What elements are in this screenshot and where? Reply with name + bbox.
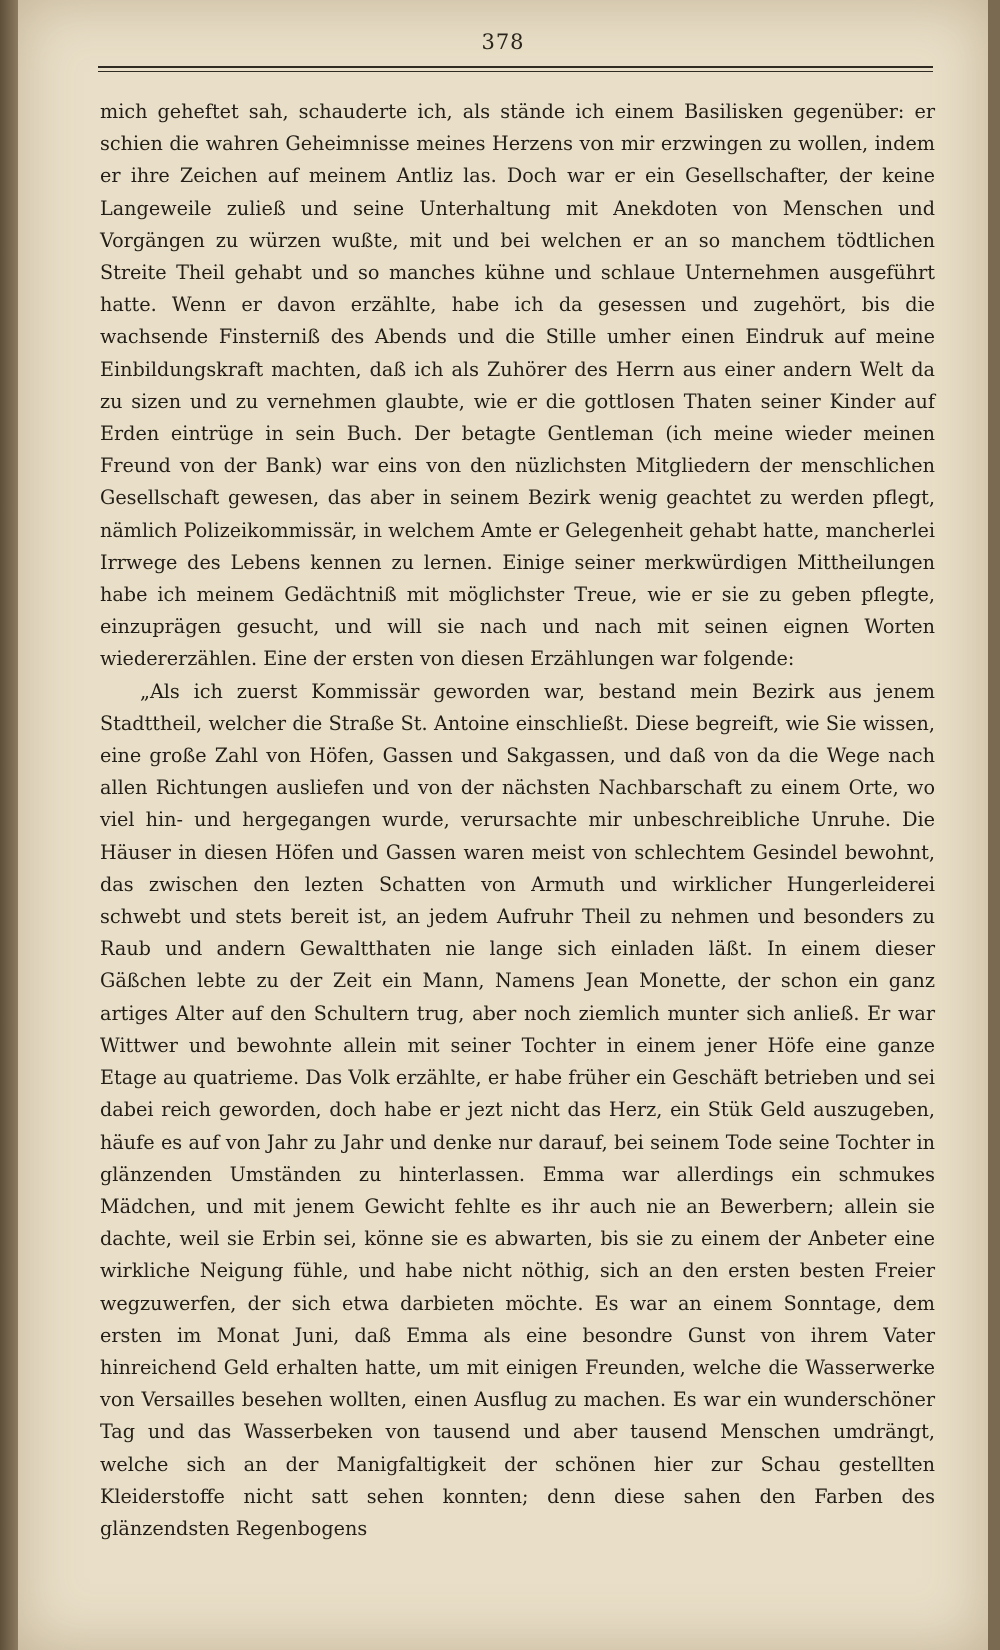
book-page [18,0,988,1650]
book-spine-shadow [0,0,18,1650]
paragraph-story-start: „Als ich zuerst Kommissär geworden war, bestand mein Bezirk aus jenem Stadttheil, welcher die Straße St. Antoine einschließt. Diese begreift, wie Sie wissen, eine große Zahl von Höfen, Gassen und Sakgassen, und daß von da die Wege nach allen Richtungen ausliefen und von der nächsten Nachbarschaft zu einem Orte, wo viel hin- und hergegangen wurde, verursachte mir unbeschreibliche Unruhe. Die Häuser in diesen Höfen und Gassen waren meist von schlechtem Gesindel bewohnt, das zwischen den lezten Schatten von Armuth und wirklicher Hungerleiderei schwebt und stets bereit ist, an jedem Aufruhr Theil zu nehmen und besonders zu Raub und andern Gewaltthaten nie lange sich einladen läßt. In einem dieser Gäßchen lebte zu der Zeit ein Mann, Namens Jean Monette, der schon ein ganz artiges Alter auf den Schultern trug, aber noch ziemlich munter sich anließ. Er war Wittwer und bewohnte allein mit seiner Tochter in einem jener Höfe eine ganze Etage au quatrieme. Das Volk erzählte, er habe früher ein Geschäft betrieben und sei dabei reich geworden, doch habe er jezt nicht das Herz, ein Stük Geld auszugeben, häufe es auf von Jahr zu Jahr und denke nur darauf, bei seinem Tode seine Tochter in glänzenden Umständen zu hinterlassen. Emma war allerdings ein schmukes Mädchen, und mit jenem Gewicht fehlte es ihr auch nie an Bewerbern; allein sie dachte, weil sie Erbin sei, könne sie es abwarten, bis sie zu einem der Anbeter eine wirkliche Neigung fühle, und habe nicht nöthig, sich an den ersten besten Freier wegzuwerfen, der sich etwa darbieten möchte. Es war an einem Sonntage, dem ersten im Monat Juni, daß Emma als eine besondre Gunst von ihrem Vater hinreichend Geld erhalten hatte, um mit einigen Freunden, welche die Wasserwerke von Versailles besehen wollten, einen Ausflug zu machen. Es war ein wunderschöner Tag und das Wasserbeken von tausend und aber tausend Menschen umdrängt, welche sich an der Manigfaltigkeit der schönen hier zur Schau gestellten Kleiderstoffe nicht satt sehen konnten; denn diese sahen den Farben des glänzendsten Regenbogens [100,679,935,1540]
body-text [100,96,935,1545]
header-rule-thin [98,71,933,72]
header-rule [98,66,933,68]
page-number: 378 [481,30,525,54]
paragraph-continued: mich geheftet sah, schauderte ich, als stände ich einem Basilisken gegenüber: er schien die wahren Geheimnisse meines Herzens von mir erzwingen zu wollen, indem er ihre Zeichen auf meinem Antliz las. Doch war er ein Gesellschafter, der keine Langeweile zuließ und seine Unterhaltung mit Anekdoten von Menschen und Vorgängen zu würzen wußte, mit und bei welchen er an so manchem tödtlichen Streite Theil gehabt und so manches kühne und schlaue Unternehmen ausgeführt hatte. Wenn er davon erzählte, habe ich da gesessen und zugehört, bis die wachsende Finsterniß des Abends und die Stille umher einen Eindruk auf meine Einbildungskraft machten, daß ich als Zuhörer des Herrn aus einer andern Welt da zu sizen und zu vernehmen glaubte, wie er die gottlosen Thaten seiner Kinder auf Erden eintrüge in sein Buch. Der betagte Gentleman (ich meine wieder meinen Freund von der Bank) war eins von den nüzlichsten Mitgliedern der menschlichen Gesellschaft gewesen, das aber in seinem Bezirk wenig geachtet zu werden pflegt, nämlich Polizeikommissär, in welchem Amte er Gelegenheit gehabt hatte, mancherlei Irrwege des Lebens kennen zu lernen. Einige seiner merkwürdigen Mittheilungen habe ich meinem Gedächtniß mit möglichster Treue, wie er sie zu geben pflegte, einzuprägen gesucht, und will sie nach und nach mit seinen eignen Worten wiedererzählen. Eine der ersten von diesen Erzählungen war folgende: [100,100,935,671]
